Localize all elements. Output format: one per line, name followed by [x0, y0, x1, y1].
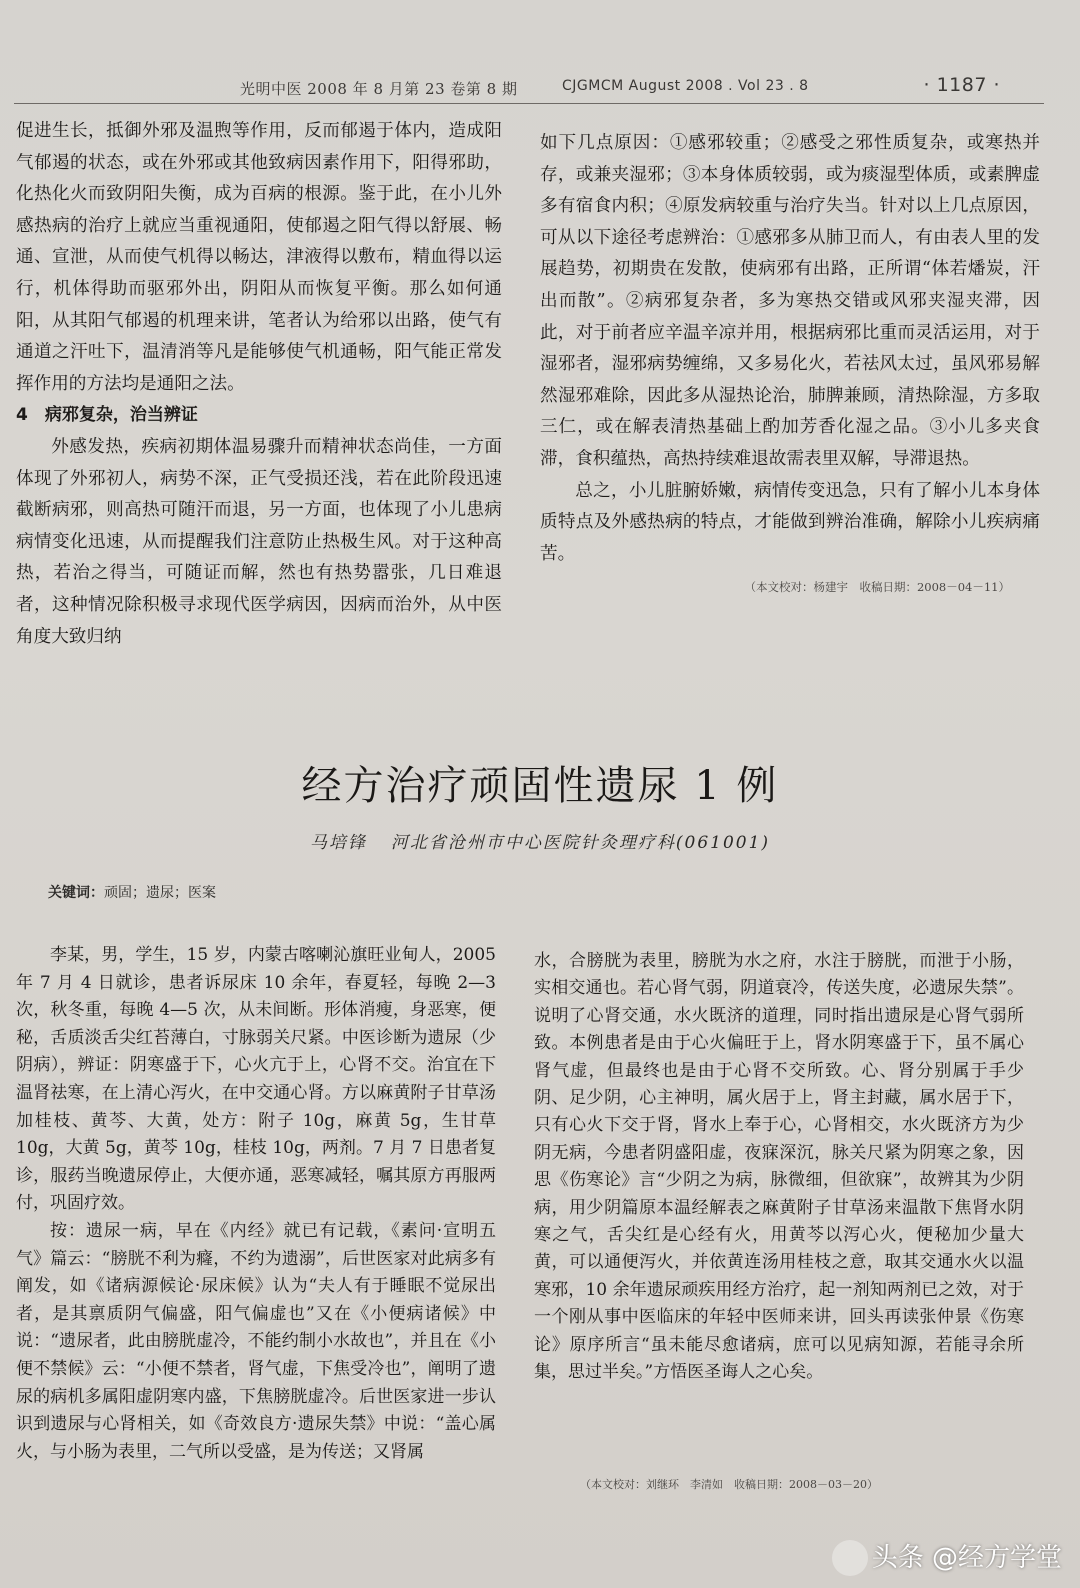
keywords: [48, 882, 216, 902]
top-left-column: [16, 116, 502, 653]
bottom-right-column: [534, 948, 1024, 1387]
watermark-logo-icon: [832, 1540, 868, 1576]
paragraph: 促进生长，抵御外邪及温煦等作用，反而郁遏于体内，造成阳气郁遏的状态，或在外邪或其他致病因素作用下，阳得邪助，化热化火而致阴阳失衡，成为百病的根源。鉴于此，在小儿外感热病的治疗上就应当重视通阳，使郁遏之阳气得以舒展、畅通、宣泄，从而使气机得以畅达，津液得以敷布，精血得以运行，机体得助而驱邪外出，阴阳从而恢复平衡。那么如何通阳，从其阳气郁遏的机理来讲，笔者认为给邪以出路，使气有通道之汗吐下，温清消等凡是能够使气机通畅，阳气能正常发挥作用的方法均是通阳之法。: [16, 121, 502, 394]
author-line: [0, 828, 1080, 853]
keywords-label: 关键词：: [48, 885, 104, 901]
author-name: 马培锋: [309, 833, 367, 853]
paragraph: 外感发热，疾病初期体温易骤升而精神状态尚佳，一方面体现了外邪初人，病势不深，正气受损还浅，若在此阶段迅速截断病邪，则高热可随汗而退，另一方面，也体现了小儿患病病情变化迅速，从而提醒我们注意防止热极生风。对于这种高热，若治之得当，可随证而解，然也有热势嚣张，几日难退者，这种情况除积极寻求现代医学病因，因病而治外，从中医角度大致归纳: [16, 436, 502, 647]
author-affiliation: 河北省沧州市中心医院针灸理疗科(061001): [390, 833, 771, 853]
page-number: · 1187 ·: [923, 74, 1000, 96]
paragraph: 总之，小儿脏腑娇嫩，病情传变迅急，只有了解小儿本身体质特点及外感热病的特点，才能做到辨治准确，解除小儿疾病痛苦。: [540, 480, 1040, 564]
paragraph: 按：遗尿一病，早在《内经》就已有记载，《素问·宣明五气》篇云：“膀胱不利为癃，不约为遗溺”，后世医家对此病多有阐发，如《诸病源候论·尿床候》认为“夫人有于睡眠不觉尿出者，是其禀质阴气偏盛，阳气偏虚也”又在《小便病诸候》中说：“遗尿者，此由膀胱虚冷，不能约制小水故也”，并且在《小便不禁候》云：“小便不禁者，肾气虚，下焦受冷也”，阐明了遗尿的病机多属阳虚阴寒内盛，下焦膀胱虚冷。后世医家进一步认识到遗尿与心肾相关，如《奇效良方·遗尿失禁》中说：“盖心属火，与小肠为表里，二气所以受盛，是为传送；又肾属: [16, 1220, 496, 1462]
proofread-note: （本文校对：杨建宇 收稿日期：2008－04－11）: [744, 580, 1010, 595]
article-title: 经方治疗顽固性遗尿 1 例: [301, 763, 779, 809]
header-rule: [14, 103, 1044, 104]
keywords-value: 顽固；遗尿；医案: [104, 885, 216, 901]
bottom-left-column: [16, 942, 496, 1466]
paragraph: 水，合膀胱为表里，膀胱为水之府，水注于膀胱，而泄于小肠，实相交通也。若心肾气弱，阴道衰冷，传送失度，必遗尿失禁”。说明了心肾交通，水火既济的道理，同时指出遗尿是心肾气弱所致。本例患者是由于心火偏旺于上，肾水阴寒盛于下，虽不属心肾气虚，但最终也是由于心肾不交所致。心、肾分别属于手少阴、足少阴，心主神明，属火居于上，肾主封藏，属水居于下，只有心火下交于肾，肾水上奉于心，心肾相交，水火既济方为少阴无病，今患者阴盛阳虚，夜寐深沉，脉关尺紧为阴寒之象，因思《伤寒论》言“少阴之为病，脉微细，但欲寐”，故辨其为少阴病，用少阴篇原本温经解表之麻黄附子甘草汤来温散下焦肾水阴寒之气，舌尖红是心经有火，用黄芩以泻心火，便秘加少量大黄，可以通便泻火，并依黄连汤用桂枝之意，取其交通水火以温寒邪，10 余年遗尿顽疾用经方治疗，起一剂知两剂已之效，对于一个刚从事中医临床的年轻中医师来讲，回头再读张仲景《伤寒论》原序所言“虽未能尽愈诸病，庶可以见病知源，若能寻余所集，思过半矣。”方悟医圣诲人之心矣。: [534, 951, 1024, 1383]
journal-abbr: CJGMCM August 2008 . Vol 23 . 8: [562, 78, 809, 94]
page-header: [240, 74, 1020, 104]
top-right-column: [540, 128, 1040, 596]
paragraph: 如下几点原因：①感邪较重；②感受之邪性质复杂，或寒热并存，或兼夹湿邪；③本身体质较弱，或为痰湿型体质，或素脾虚多有宿食内积；④原发病较重与治疗失当。针对以上几点原因，可从以下途径考虑辨治：①感邪多从肺卫而人，有由表人里的发展趋势，初期贵在发散，使病邪有出路，正所谓“体若燔炭，汗出而散”。②病邪复杂者，多为寒热交错或风邪夹湿夹滞，因此，对于前者应辛温辛凉并用，根据病邪比重而灵活运用，对于湿邪者，湿邪病势缠绵，又多易化火，若祛风太过，虽风邪易解然湿邪难除，因此多从湿热论治，肺脾兼顾，清热除湿，方多取三仁，或在解表清热基础上酌加芳香化湿之品。③小儿多夹食滞，食积蕴热，高热持续难退故需表里双解，导滞退热。: [540, 133, 1040, 469]
section-heading: 4 病邪复杂，治当辨证: [16, 405, 198, 426]
paragraph: 李某，男，学生，15 岁，内蒙古喀喇沁旗旺业甸人，2005 年 7 月 4 日就诊，患者诉尿床 10 余年，春夏轻，每晚 2—3 次，秋冬重，每晚 4—5 次，从未间断。形体消瘦，身恶寒，便秘，舌质淡舌尖红苔薄白，寸脉弱关尺紧。中医诊断为遗尿（少阴病），辨证：阴寒盛于下，心火亢于上，心肾不交。治宜在下温肾祛寒，在上清心泻火，在中交通心肾。方以麻黄附子甘草汤加桂枝、黄芩、大黄，处方：附子 10g，麻黄 5g，生甘草 10g，大黄 5g，黄芩 10g，桂枝 10g，两剂。7 月 7 日患者复诊，服药当晚遗尿停止，大便亦通，恶寒减轻，嘱其原方再服两付，巩固疗效。: [16, 945, 496, 1214]
watermark: [832, 1537, 1062, 1577]
watermark-text: 头条 @经方学堂: [871, 1542, 1062, 1573]
proofread-note: （本文校对：刘继环 李清如 收稿日期：2008－03－20）: [580, 1478, 878, 1491]
journal-info: 光明中医 2008 年 8 月第 23 卷第 8 期: [240, 80, 518, 98]
